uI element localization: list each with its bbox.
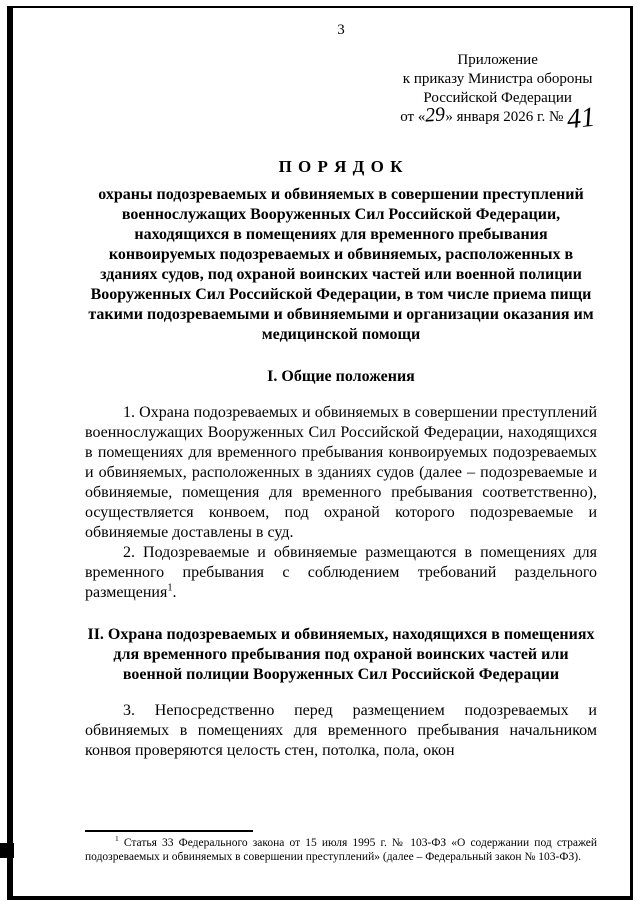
paragraph-2-period: . bbox=[172, 584, 177, 601]
document-title: П О Р Я Д О К bbox=[278, 157, 404, 176]
section-heading-2: II. Охрана подозреваемых и обвиняемых, находящихся в помещениях для временного пребывания под охраной воинских частей или военной полиции Вооруженных Сил Российской Федерации bbox=[87, 626, 595, 683]
annex-date-prefix: от « bbox=[400, 109, 426, 125]
footnote-separator bbox=[85, 830, 253, 832]
annex-line-1: Приложение bbox=[457, 52, 538, 68]
paragraph-3: 3. Непосредственно перед размещением подозреваемых и обвиняемых в помещениях для временного пребывания начальником конвоя проверяются целость стен, потолка, пола, окон bbox=[85, 702, 597, 759]
annex-line-3: Российской Федерации bbox=[423, 90, 572, 106]
annex-date-line bbox=[400, 101, 597, 136]
document-subtitle: охраны подозреваемых и обвиняемых в совершении преступлений военнослужащих Вооруженных Сил Российской Федерации, находящихся в помещениях для временного пребывания конвоируемых подозреваемых и обвиняемых, расположенных в зданиях судов, под охраной воинских частей или военной полиции Вооруженных Сил Российской Федерации, в том числе приема пищи такими подозреваемыми и обвиняемыми и организации оказания им медицинской помощи bbox=[88, 186, 594, 343]
paragraph-2-text: 2. Подозреваемые и обвиняемые размещаются в помещениях для временного пребывания с соблюдением требований раздельного размещения bbox=[85, 544, 597, 601]
handwritten-day: 29 bbox=[424, 103, 447, 127]
page-number: 3 bbox=[337, 22, 345, 38]
footnote-marker: 1 bbox=[167, 582, 173, 594]
section-heading-1: I. Общие положения bbox=[267, 368, 415, 385]
handwritten-order-number: 41 bbox=[565, 101, 597, 136]
page-border bbox=[7, 6, 633, 900]
paragraph-2 bbox=[85, 543, 597, 603]
scan-artifact bbox=[0, 843, 14, 858]
footnote bbox=[85, 836, 597, 864]
annex-block bbox=[400, 51, 597, 136]
page-content bbox=[13, 8, 630, 896]
annex-line-2: к приказу Министра обороны bbox=[402, 71, 593, 87]
annex-date-mid: » января 2026 г. № bbox=[445, 109, 567, 125]
footnote-text: Статья 33 Федерального закона от 15 июля 1995 г. № 103-ФЗ «О содержании под стражей подозреваемых и обвиняемых в совершении преступлений» (далее – Федеральный закон № 103-ФЗ). bbox=[85, 837, 597, 863]
paragraph-1: 1. Охрана подозреваемых и обвиняемых в совершении преступлений военнослужащих Вооруженных Сил Российской Федерации, находящихся в помещениях для временного пребывания конвоируемых подозреваемых и обвиняемых, расположенных в зданиях судов (далее – подозреваемые и обвиняемые, помещения для временного пребывания соответственно), осуществляется конвоем, под охраной которого подозреваемые и обвиняемые доставлены в суд. bbox=[85, 404, 597, 541]
footnote-area bbox=[85, 830, 597, 864]
footnote-ref: 1 bbox=[115, 834, 119, 844]
